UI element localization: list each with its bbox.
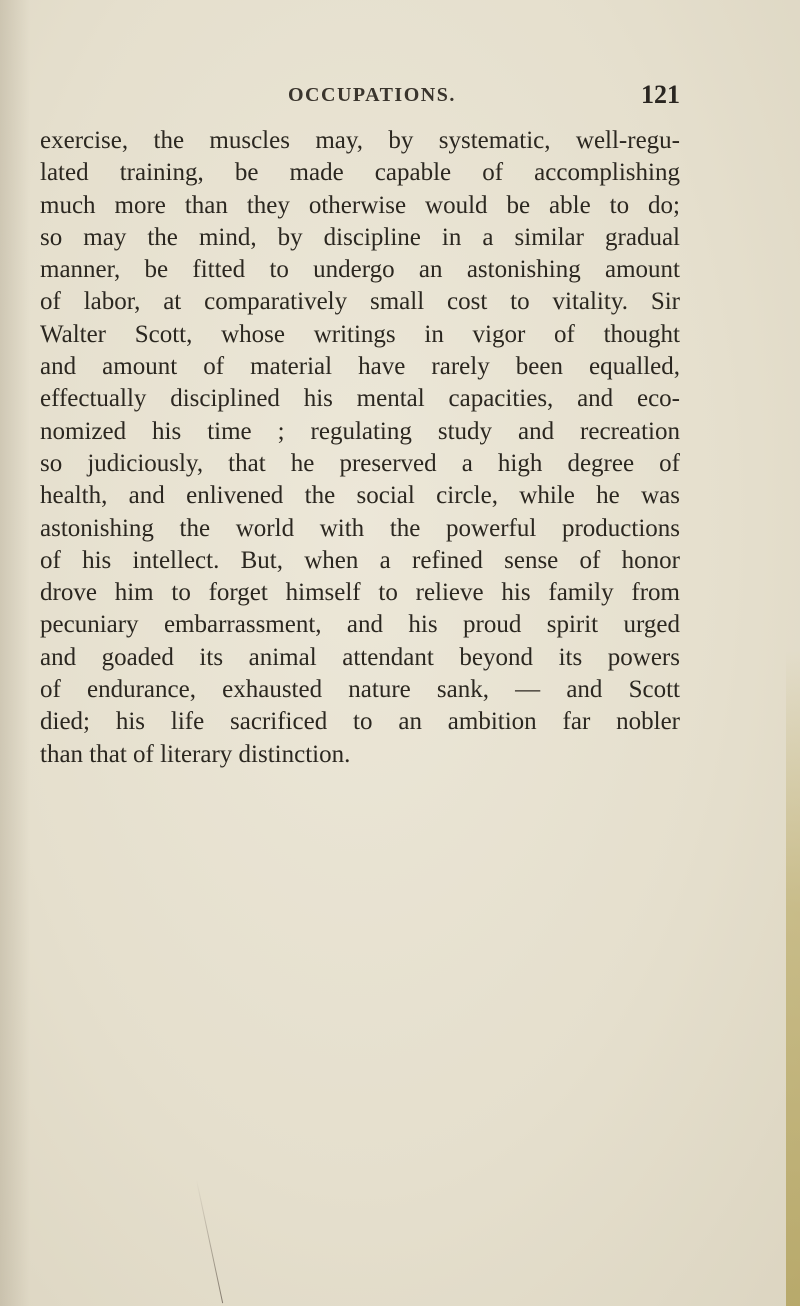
text-line: so may the mind, by discipline in a similar gradual xyxy=(40,223,680,251)
text-line: lated training, be made capable of accomplishing xyxy=(40,159,680,187)
page-header xyxy=(40,80,680,110)
text-line: died; his life sacrificed to an ambition far nobler xyxy=(40,708,680,736)
running-head: OCCUPATIONS. xyxy=(288,84,456,106)
text-line: effectually disciplined his mental capacities, and eco- xyxy=(40,385,680,413)
text-line: astonishing the world with the powerful productions xyxy=(40,514,680,542)
page-number: 121 xyxy=(641,80,680,109)
text-line: drove him to forget himself to relieve his family from xyxy=(40,579,680,607)
gutter-shadow xyxy=(0,0,30,1306)
text-line: so judiciously, that he preserved a high degree of xyxy=(40,449,680,477)
text-line: and goaded its animal attendant beyond its powers xyxy=(40,643,680,671)
text-line: pecuniary embarrassment, and his proud spirit urged xyxy=(40,611,680,639)
text-line: of his intellect. But, when a refined sense of honor xyxy=(40,546,680,574)
text-line: health, and enlivened the social circle, while he was xyxy=(40,482,680,510)
text-line: nomized his time ; regulating study and recreation xyxy=(40,417,680,445)
body-paragraph xyxy=(40,125,680,771)
text-line: of endurance, exhausted nature sank, — and Scott xyxy=(40,676,680,704)
text-line-last: than that of literary distinction. xyxy=(40,740,351,768)
text-line: Walter Scott, whose writings in vigor of thought xyxy=(40,320,680,348)
page-edge-stain xyxy=(786,650,800,1306)
text-line: exercise, the muscles may, by systematic, well-regu- xyxy=(40,127,680,154)
text-line: manner, be fitted to undergo an astonishing amount xyxy=(40,256,680,284)
text-line: of labor, at comparatively small cost to vitality. Sir xyxy=(40,288,680,316)
text-line: and amount of material have rarely been equalled, xyxy=(40,353,680,381)
text-line: much more than they otherwise would be able to do; xyxy=(40,191,680,219)
paper-crease xyxy=(196,1180,223,1303)
